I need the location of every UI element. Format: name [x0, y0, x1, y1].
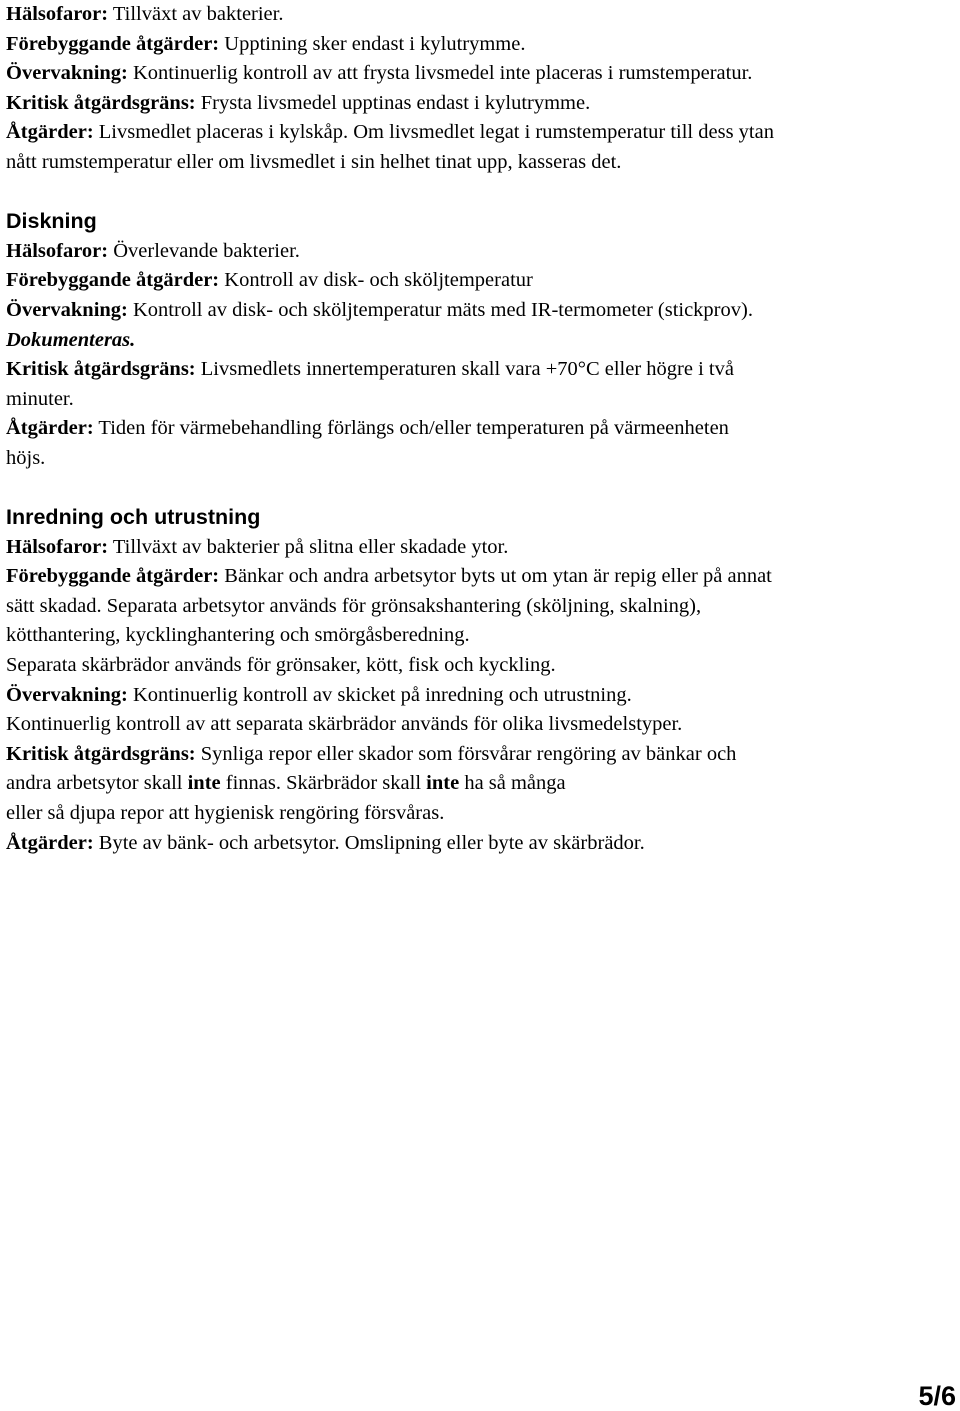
field-text: höjs. — [6, 446, 46, 469]
field-text: Tiden för värmebehandling förlängs och/eller temperaturen på värmeenheten — [93, 417, 729, 440]
field-text: Kontinuerlig kontroll av att frysta livsmedel inte placeras i rumstemperatur. — [127, 62, 753, 85]
critical-limit-line — [6, 740, 956, 770]
field-label: Förebyggande åtgärder: — [6, 269, 220, 292]
field-label: Hälsofaror: — [6, 3, 109, 25]
critical-limit-line-continued — [6, 385, 956, 415]
field-label: Åtgärder: — [6, 831, 94, 854]
field-label: Kritisk åtgärdsgräns: — [6, 742, 196, 765]
emphasis-text: inte — [426, 772, 460, 795]
documented-note — [6, 326, 956, 356]
field-text: sätt skadad. Separata arbetsytor används för grönsakshantering (sköljning, skalning), — [6, 594, 702, 617]
field-text: kötthantering, kycklinghantering och smörgåsberedning. — [6, 624, 470, 647]
monitoring-line — [6, 681, 956, 711]
monitoring-line-continued — [6, 710, 956, 740]
field-text: Byte av bänk- och arbetsytor. Omslipning eller byte av skärbrädor. — [93, 831, 645, 854]
inredning-section — [6, 503, 956, 858]
preventive-measures-line-continued — [6, 621, 956, 651]
field-text: Livsmedlet placeras i kylskåp. Om livsmedlet legat i rumstemperatur till dess ytan — [93, 121, 774, 144]
field-label: Hälsofaror: — [6, 239, 109, 262]
preventive-measures-line — [6, 30, 956, 60]
field-label: Kritisk åtgärdsgräns: — [6, 91, 196, 114]
field-text: Kontroll av disk- och sköljtemperatur mäts med IR-termometer (stickprov). — [127, 298, 753, 321]
critical-limit-line — [6, 89, 956, 119]
field-label: Åtgärder: — [6, 121, 94, 144]
field-label: Hälsofaror: — [6, 535, 109, 558]
emphasis-text: inte — [187, 772, 221, 795]
preventive-measures-line-continued — [6, 651, 956, 681]
preventive-measures-line-continued — [6, 592, 956, 622]
actions-line-continued — [6, 444, 956, 474]
section-spacer — [6, 474, 956, 504]
actions-line — [6, 414, 956, 444]
field-text: Synliga repor eller skador som försvårar rengöring av bänkar och — [195, 742, 737, 765]
field-text: andra arbetsytor skall — [6, 772, 188, 795]
field-text: Kontinuerlig kontroll av skicket på inredning och utrustning. — [127, 683, 632, 706]
field-label: Förebyggande åtgärder: — [6, 32, 220, 55]
field-text: Tillväxt av bakterier. — [108, 3, 284, 25]
field-label: Åtgärder: — [6, 417, 94, 440]
field-text: eller så djupa repor att hygienisk rengöring försvåras. — [6, 802, 445, 825]
field-text: Kontroll av disk- och sköljtemperatur — [219, 269, 533, 292]
critical-limit-line-continued — [6, 799, 956, 829]
field-text: Överlevande bakterier. — [108, 239, 300, 262]
monitoring-line — [6, 296, 956, 326]
health-hazards-line — [6, 533, 956, 563]
emphasis-text: Dokumenteras. — [6, 328, 136, 351]
preventive-measures-line — [6, 266, 956, 296]
preventive-measures-line — [6, 562, 956, 592]
field-text: Livsmedlets innertemperaturen skall vara +70°C eller högre i två — [195, 358, 734, 381]
field-label: Förebyggande åtgärder: — [6, 565, 220, 588]
field-text: Tillväxt av bakterier på slitna eller skadade ytor. — [108, 535, 509, 558]
field-text: nått rumstemperatur eller om livsmedlet i sin helhet tinat upp, kasseras det. — [6, 150, 622, 173]
field-text: Kontinuerlig kontroll av att separata skärbrädor används för olika livsmedelstyper. — [6, 713, 683, 736]
field-label: Övervakning: — [6, 683, 128, 706]
field-text: Separata skärbrädor används för grönsaker, kött, fisk och kyckling. — [6, 654, 556, 677]
section-heading-inredning: Inredning och utrustning — [6, 505, 261, 530]
page-number: 5/6 — [918, 1381, 956, 1411]
field-label: Övervakning: — [6, 62, 128, 85]
field-text: minuter. — [6, 387, 74, 410]
actions-line — [6, 118, 956, 148]
document-page — [6, 0, 956, 858]
section-heading-diskning: Diskning — [6, 209, 97, 234]
field-text: Upptining sker endast i kylutrymme. — [219, 32, 526, 55]
field-label: Kritisk åtgärdsgräns: — [6, 358, 196, 381]
actions-line — [6, 829, 956, 859]
health-hazards-line — [6, 237, 956, 267]
field-text: finnas. Skärbrädor skall — [220, 772, 427, 795]
monitoring-line — [6, 59, 956, 89]
diskning-section — [6, 207, 956, 473]
health-hazards-line — [6, 0, 956, 30]
field-text: ha så många — [459, 772, 566, 795]
section-spacer — [6, 178, 956, 208]
field-text: Bänkar och andra arbetsytor byts ut om ytan är repig eller på annat — [219, 565, 772, 588]
thawing-section — [6, 0, 956, 178]
critical-limit-line — [6, 355, 956, 385]
actions-line-continued — [6, 148, 956, 178]
field-label: Övervakning: — [6, 298, 128, 321]
critical-limit-line-continued — [6, 769, 956, 799]
field-text: Frysta livsmedel upptinas endast i kylutrymme. — [195, 91, 591, 114]
